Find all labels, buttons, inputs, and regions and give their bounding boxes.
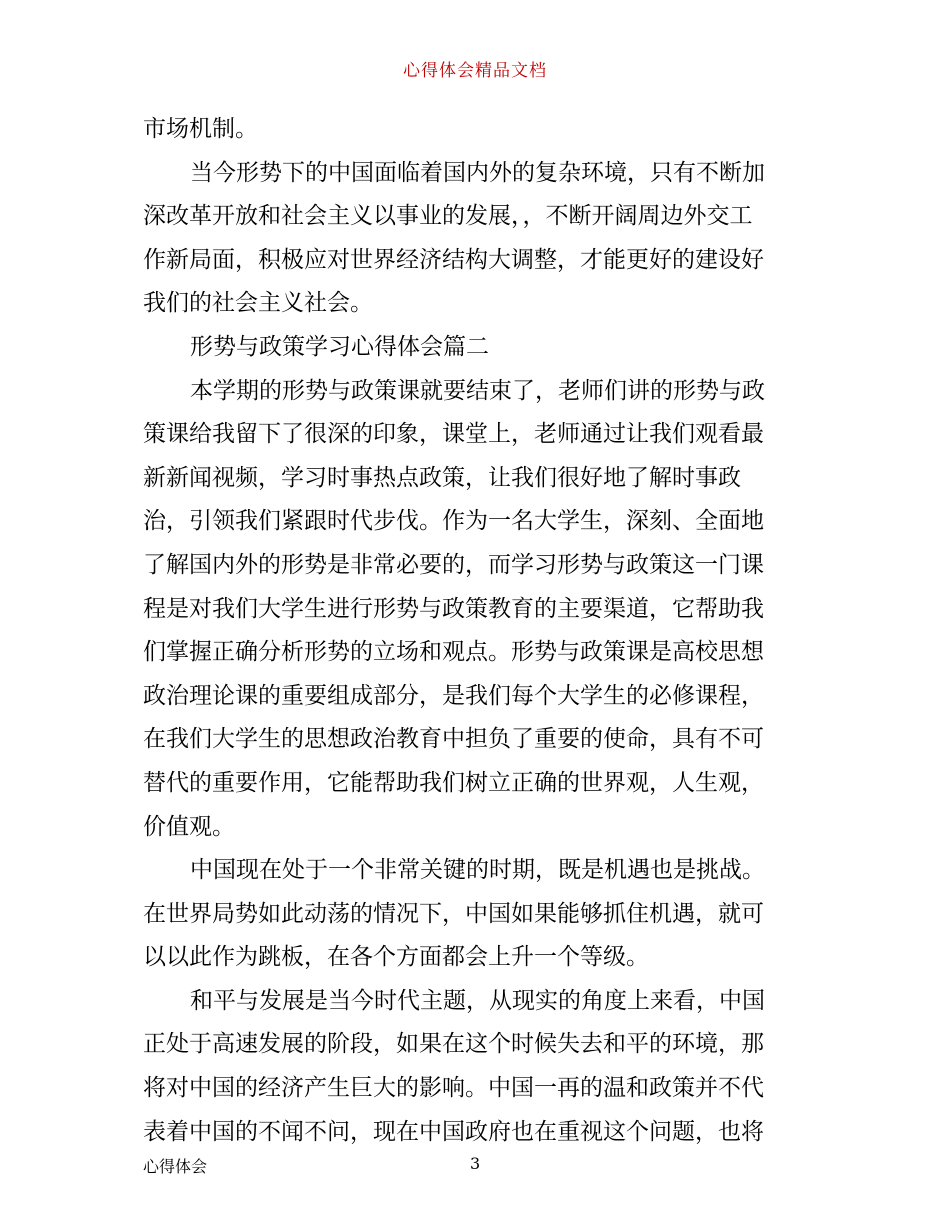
text-line: 市场机制。 (143, 116, 258, 142)
document-body (143, 108, 811, 1154)
paragraph-start-line: 和平与发展是当今时代主题，从现实的角度上来看，中国 (190, 987, 765, 1014)
document-header-title: 心得体会精品文档 (403, 61, 547, 81)
text-line: 们掌握正确分析形势的立场和观点。形势与政策课是高校思想 (143, 639, 764, 666)
paragraph-start-line: 当今形势下的中国面临着国内外的复杂环境，只有不断加 (190, 159, 765, 186)
text-line: 以以此作为跳板，在各个方面都会上升一个等级。 (143, 944, 649, 971)
page-number: 3 (470, 1154, 481, 1173)
text-line: 替代的重要作用，它能帮助我们树立正确的世界观，人生观， (143, 769, 764, 796)
footer-label: 心得体会 (143, 1157, 208, 1176)
text-line: 深改革开放和社会主义以事业的发展，，不断开阔周边外交工 (143, 203, 753, 230)
text-line: 了解国内外的形势是非常必要的，而学习形势与政策这一门课 (143, 551, 764, 578)
section-heading: 形势与政策学习心得体会篇二 (190, 333, 489, 360)
text-line: 正处于高速发展的阶段，如果在这个时候失去和平的环境，那 (143, 1031, 764, 1058)
paragraph-start-line: 本学期的形势与政策课就要结束了，老师们讲的形势与政 (190, 377, 765, 404)
text-line: 程是对我们大学生进行形势与政策教育的主要渠道，它帮助我 (143, 595, 764, 622)
text-line: 治，引领我们紧跟时代步伐。作为一名大学生，深刻、全面地 (143, 508, 764, 535)
text-line: 作新局面，积极应对世界经济结构大调整，才能更好的建设好 (143, 246, 764, 273)
text-line: 新新闻视频，学习时事热点政策，让我们很好地了解时事政 (143, 464, 741, 491)
text-line: 在我们大学生的思想政治教育中担负了重要的使命，具有不可 (143, 726, 764, 753)
text-line: 表着中国的不闻不问，现在中国政府也在重视这个问题，也将 (143, 1118, 764, 1145)
paragraph-start-line: 中国现在处于一个非常关键的时期，既是机遇也是挑战。 (190, 857, 765, 884)
text-line: 我们的社会主义社会。 (143, 290, 373, 317)
text-line: 策课给我留下了很深的印象，课堂上，老师通过让我们观看最 (143, 421, 764, 448)
text-line: 将对中国的经济产生巨大的影响。中国一再的温和政策并不代 (143, 1075, 764, 1102)
text-line: 政治理论课的重要组成部分，是我们每个大学生的必修课程， (143, 682, 764, 709)
text-line: 在世界局势如此动荡的情况下，中国如果能够抓住机遇，就可 (143, 900, 764, 927)
text-line: 价值观。 (143, 813, 235, 840)
